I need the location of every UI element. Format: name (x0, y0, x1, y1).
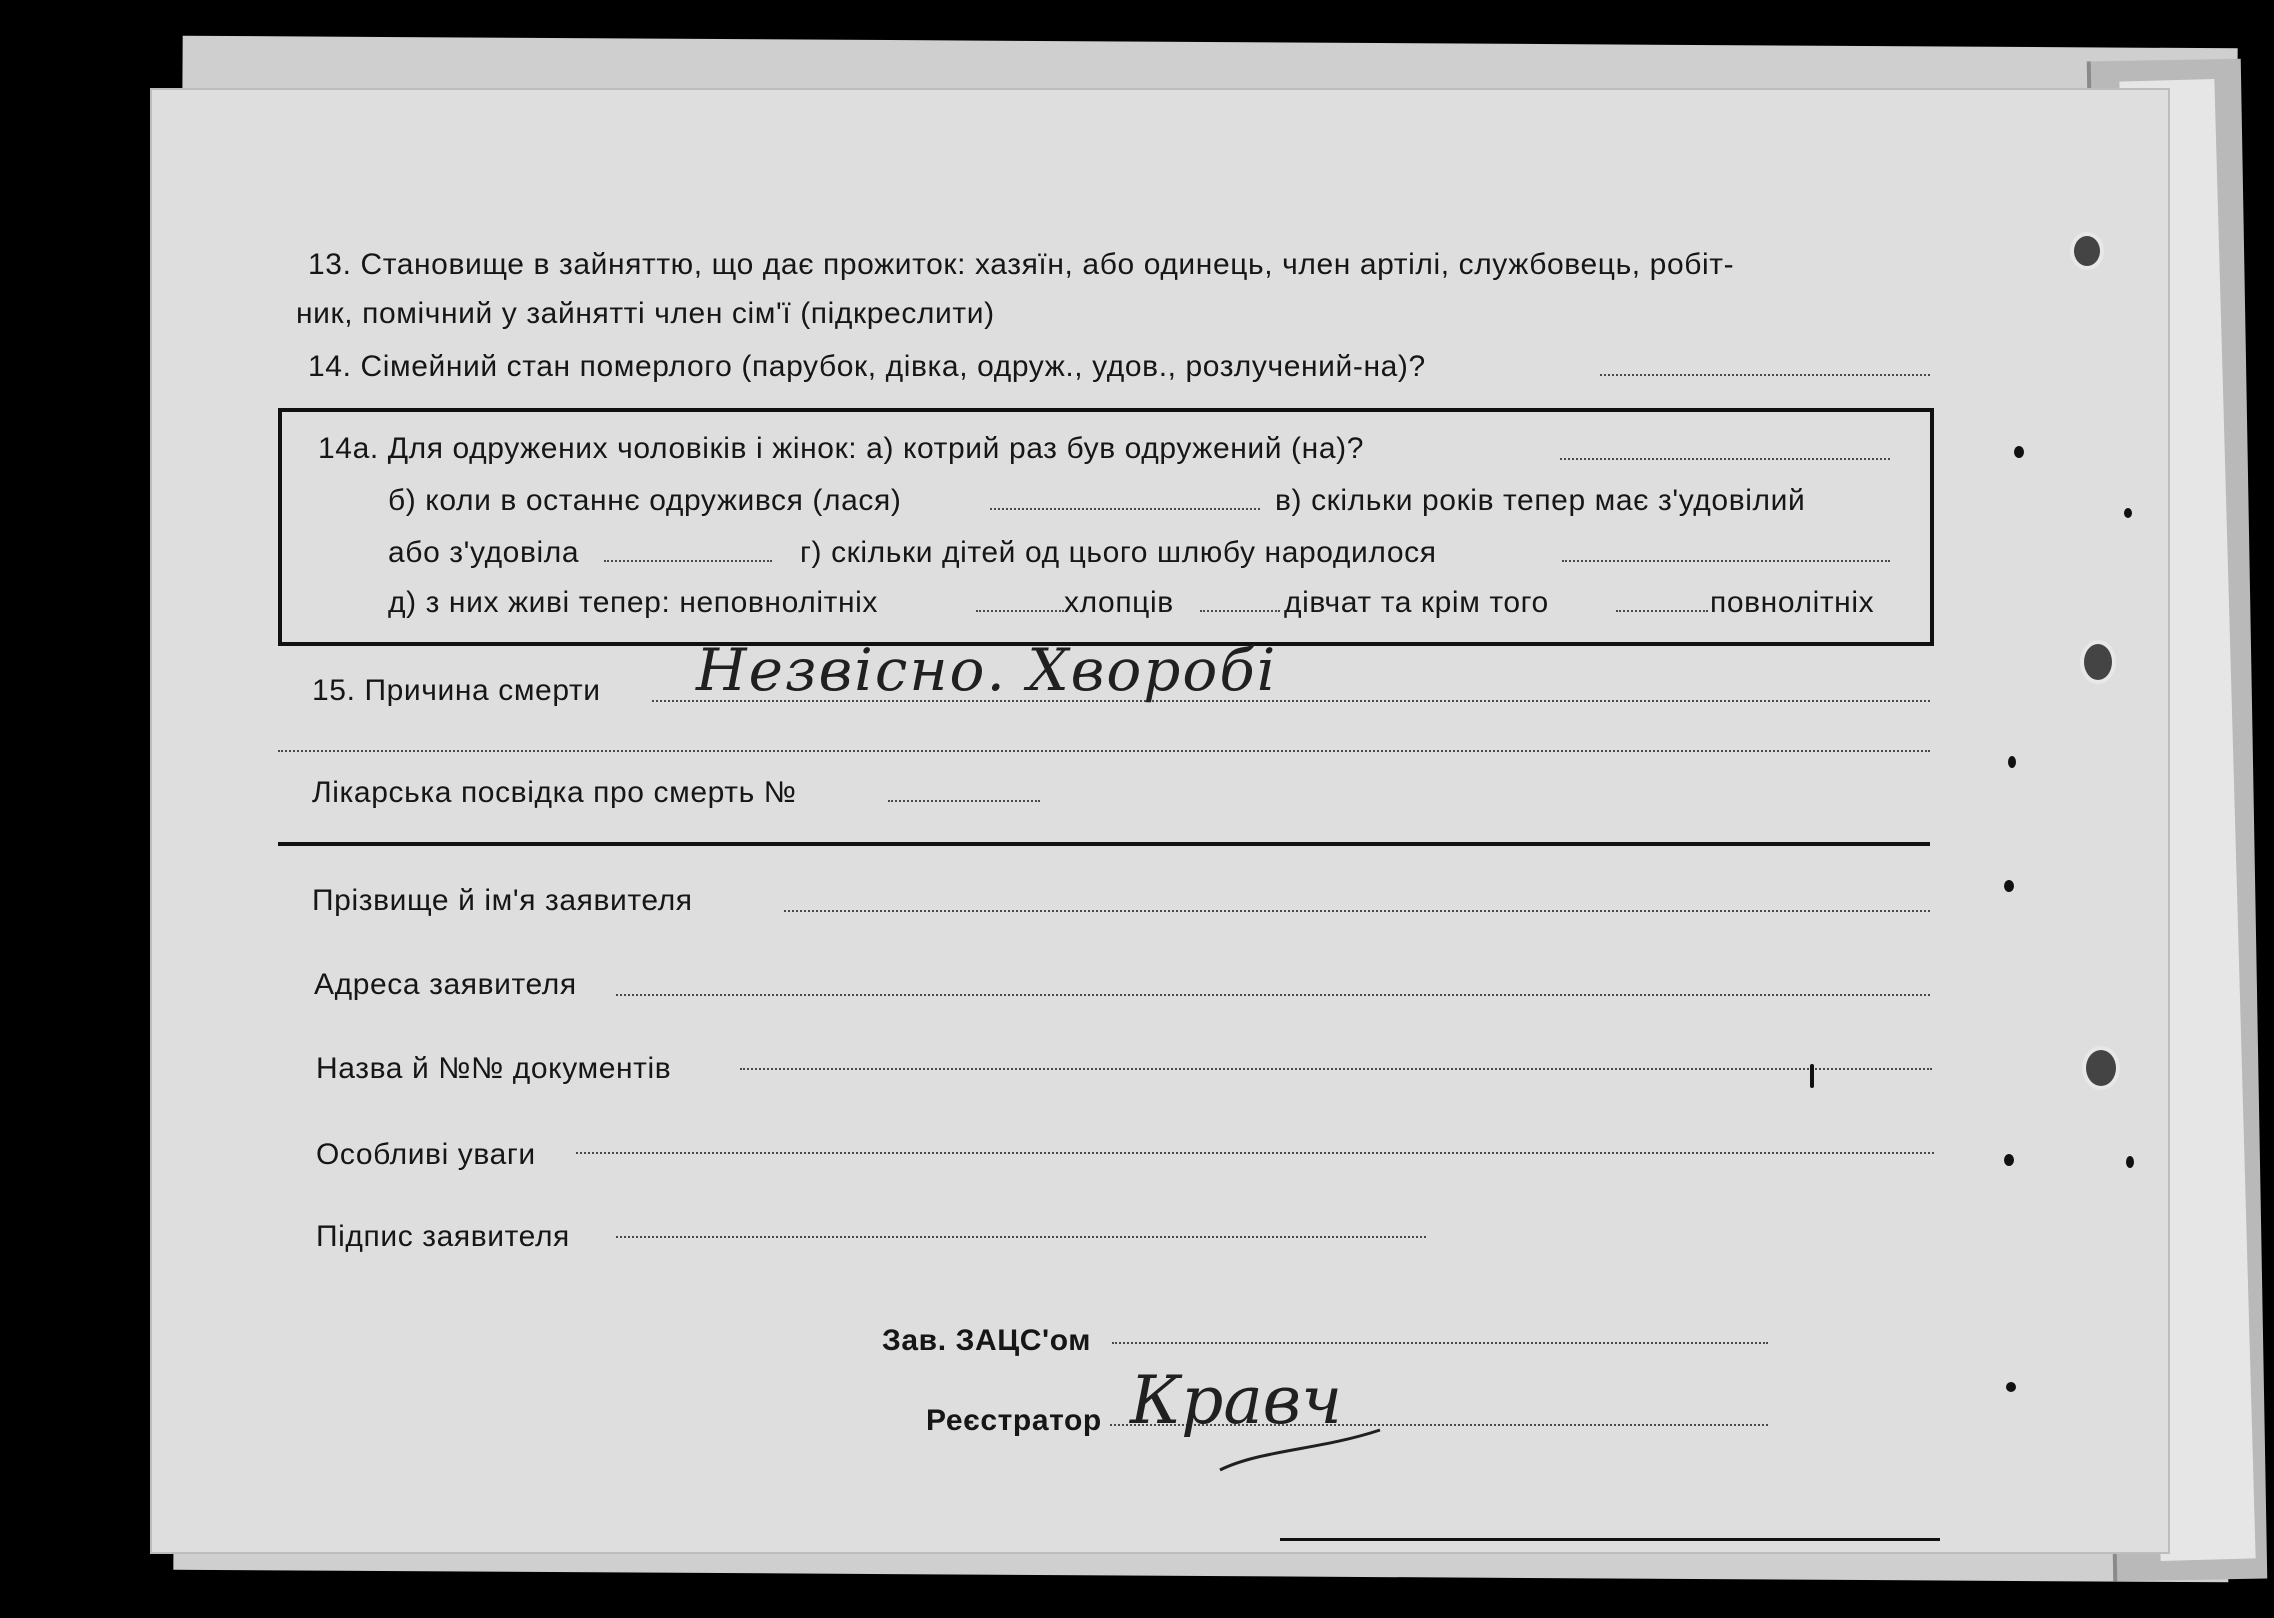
ink-speck (2124, 508, 2132, 518)
q14a-g-label: г) скільки дітей од цього шлюбу народилося (800, 536, 1437, 569)
q14a-line1: 14а. Для одружених чоловіків і жінок: а) котрий раз був одружений (на)? (318, 432, 1364, 465)
q14a-boys-label: хлопців (1064, 586, 1174, 619)
registrar-label: Реєстратор (926, 1404, 1102, 1437)
applicant-name-label: Прізвище й ім'я заявителя (312, 884, 693, 917)
q14a-g-answer-line[interactable] (1562, 560, 1890, 562)
ink-speck (2014, 446, 2024, 458)
ink-speck (2004, 1154, 2014, 1166)
q15-label: 15. Причина смерти (312, 674, 601, 707)
q15-answer-line-2[interactable] (278, 750, 1930, 752)
signature-flourish (1200, 1420, 1400, 1480)
remarks-line[interactable] (576, 1152, 1934, 1154)
applicant-name-line[interactable] (784, 910, 1930, 912)
documents-line[interactable] (740, 1068, 1932, 1070)
ink-speck (2008, 756, 2016, 768)
remarks-label: Особливі уваги (316, 1138, 536, 1171)
ink-speck (2004, 880, 2014, 892)
q15-handwritten-cause: Незвісно. Хворобі (696, 636, 1278, 704)
q14a-boys-answer-line[interactable] (1200, 610, 1280, 612)
punch-hole (2070, 232, 2104, 270)
q14a-girls-answer-line[interactable] (1616, 610, 1708, 612)
q14a-v-label: в) скільки років тепер має з'удовілий (1275, 484, 1806, 517)
head-of-registry-signature-line[interactable] (1112, 1342, 1768, 1344)
q14a-minors-line[interactable] (976, 610, 1064, 612)
documents-label: Назва й №№ документів (316, 1052, 672, 1085)
q13-line2: ник, помічний у зайнятті член сім'ї (підкреслити) (296, 297, 995, 330)
medical-cert-label: Лікарська посвідка про смерть № (312, 776, 797, 809)
q14-label: 14. Сімейний стан померлого (парубок, дівка, одруж., удов., розлучений-на)? (308, 350, 1426, 383)
q14a-v-label-cont: або з'удовіла (388, 536, 580, 569)
applicant-address-line[interactable] (616, 994, 1930, 996)
q14a-a-answer-line[interactable] (1560, 458, 1890, 460)
head-of-registry-label: Зав. ЗАЦС'ом (882, 1324, 1092, 1357)
medical-cert-number-line[interactable] (888, 800, 1040, 802)
q14a-v-answer-line[interactable] (604, 560, 772, 562)
punch-hole (2080, 640, 2116, 684)
q14a-girls-label: дівчат та крім того (1284, 586, 1549, 619)
q13-line1: 13. Становище в зайняттю, що дає прожиток: хазяїн, або одинець, член артілі, службовець, робіт- (308, 248, 1735, 281)
q14a-d-label: д) з них живі тепер: неповнолітніх (388, 586, 878, 619)
registrar-signature: Кравч (1130, 1362, 1343, 1439)
ink-mark (1810, 1064, 1814, 1088)
q14a-b-answer-line[interactable] (990, 508, 1260, 510)
applicant-address-label: Адреса заявителя (314, 968, 577, 1001)
ink-speck (2006, 1382, 2016, 1392)
ink-speck (2126, 1156, 2134, 1168)
q14a-b-label: б) коли в останнє одружився (лася) (388, 484, 902, 517)
applicant-signature-line[interactable] (616, 1236, 1426, 1238)
q14-answer-line[interactable] (1600, 374, 1930, 376)
section-divider (278, 842, 1930, 846)
q14a-adults-label: повнолітніх (1710, 586, 1875, 619)
punch-hole (2082, 1046, 2120, 1090)
applicant-signature-label: Підпис заявителя (316, 1220, 570, 1253)
page-bottom-rule (1280, 1538, 1940, 1541)
